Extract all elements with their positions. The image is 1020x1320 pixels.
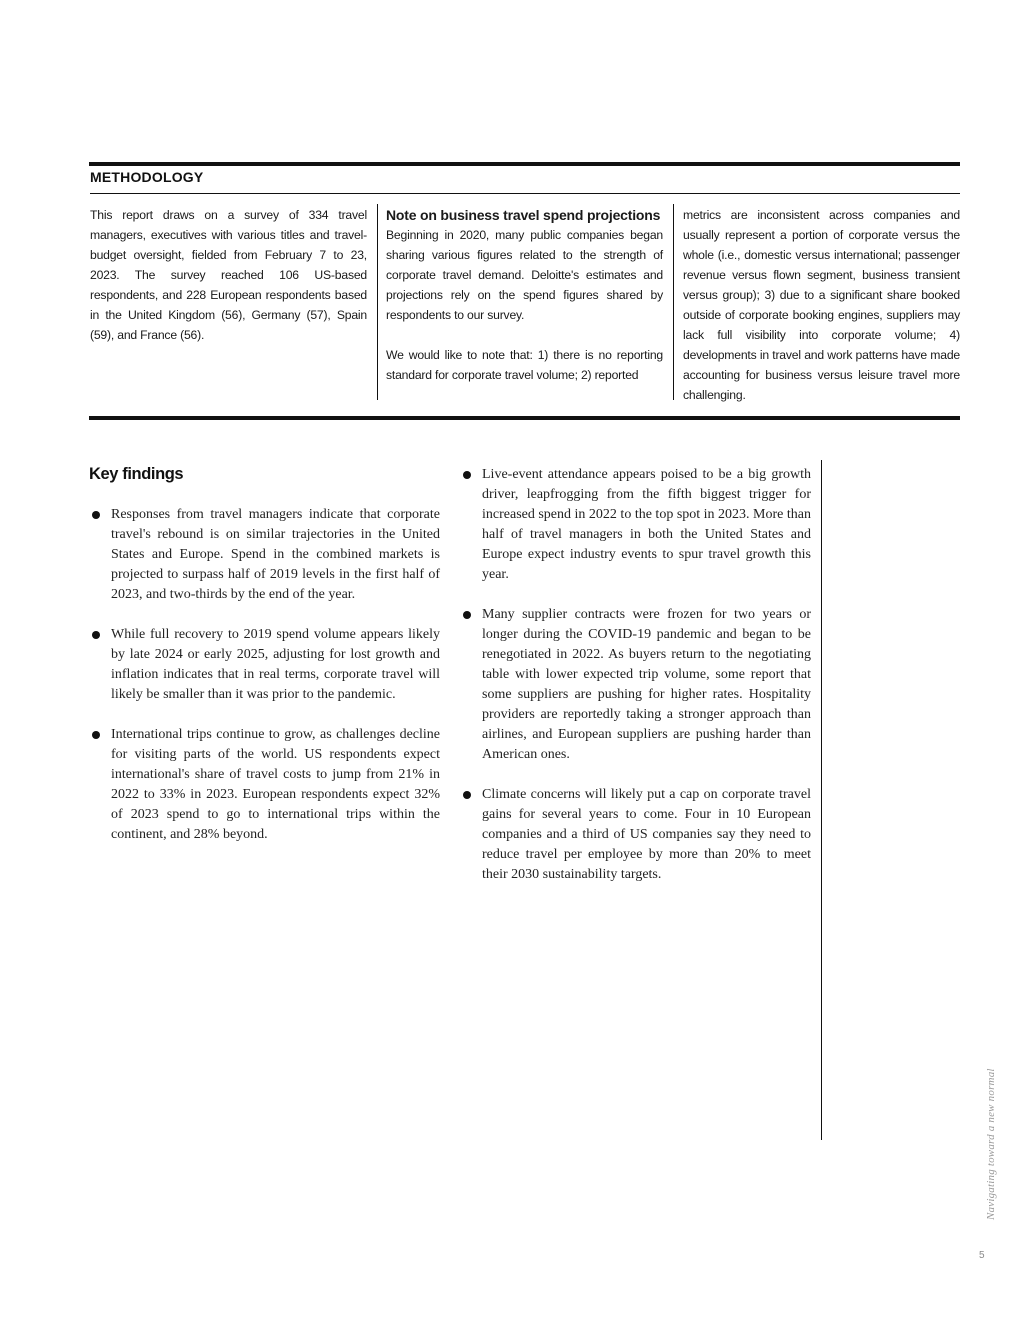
right-column-rule: [821, 460, 822, 1140]
list-item: [89, 625, 440, 705]
list-item: [460, 605, 811, 765]
finding-text: Many supplier contracts were frozen for two years or longer during the COVID-19 pandemic and began to be renegotiated in 2022. As buyers return to the negotiating table with lower expected trip volume, some report that some suppliers are pushing for higher rates. Hospitality providers are reportedly taking a stronger approach than airlines, and European suppliers are pushing harder than American ones.: [482, 607, 811, 762]
note-paragraph-1: Beginning in 2020, many public companies began sharing various figures related to the strength of corporate travel demand. Deloitte's estimates and projections rely on the spend figures shared by respondents to our survey.: [386, 228, 663, 322]
methodology-column-survey: [90, 205, 367, 345]
bullet-icon: [463, 791, 471, 799]
list-item: [460, 785, 811, 885]
key-findings-list-left: [89, 505, 440, 845]
note-paragraph-3: metrics are inconsistent across companies and usually represent a portion of corporate versus the whole (i.e., domestic versus international; passenger revenue versus flown segment, business transient versus group); 3) due to a significant share booked outside of corporate booking engines, suppliers may lack full visibility into corporate volume; 4) developments in travel and work patterns have made accounting for business versus leisure travel more challenging.: [683, 208, 960, 402]
finding-text: Responses from travel managers indicate that corporate travel's rebound is on similar trajectories in the United States and Europe. Spend in the combined markets is projected to surpass half of 2019 levels in the first half of 2023, and two-thirds by the end of the year.: [111, 507, 440, 602]
methodology-column-note: [386, 205, 663, 385]
list-item: [89, 725, 440, 845]
note-heading: Note on business travel spend projections: [386, 207, 661, 223]
bullet-icon: [463, 611, 471, 619]
methodology-bottom-rule: [89, 416, 960, 420]
key-findings-left-column: [89, 505, 440, 865]
finding-text: International trips continue to grow, as challenges decline for visiting parts of the world. US respondents expect international's share of travel costs to jump from 21% in 2022 to 33% in 2023. European respondents expect 32% of 2023 spend to go to international trips within the continent, and 28% beyond.: [111, 727, 440, 842]
note-paragraph-2: We would like to note that: 1) there is no reporting standard for corporate travel volume; 2) reported: [386, 348, 663, 382]
finding-text: While full recovery to 2019 spend volume appears likely by late 2024 or early 2025, adjusting for lost growth and inflation indicates that in real terms, corporate travel will likely be smaller than it was prior to the pandemic.: [111, 627, 440, 702]
running-title: Navigating toward a new normal: [985, 1068, 997, 1220]
finding-text: Climate concerns will likely put a cap on corporate travel gains for several years to come. Four in 10 European companies and a third of US companies say they need to reduce travel per employee by more than 20% to meet their 2030 sustainability targets.: [482, 787, 811, 882]
key-findings-right-column: [460, 465, 811, 905]
bullet-icon: [92, 511, 100, 519]
bullet-icon: [463, 471, 471, 479]
methodology-survey-text: This report draws on a survey of 334 travel managers, executives with various titles and travel-budget oversight, fielded from February 7 to 23, 2023. The survey reached 106 US-based respondents, and 228 European respondents based in the United Kingdom (56), Germany (57), Spain (59), and France (56).: [90, 208, 367, 342]
list-item: [460, 465, 811, 585]
key-findings-list-right: [460, 465, 811, 885]
column-divider: [377, 204, 378, 400]
key-findings-heading: Key findings: [89, 465, 184, 483]
list-item: [89, 505, 440, 605]
bullet-icon: [92, 631, 100, 639]
finding-text: Live-event attendance appears poised to be a big growth driver, leapfrogging from the fifth biggest trigger for increased spend in 2022 to the top spot in 2023. More than half of travel managers in both the United States and Europe expect industry events to spur travel growth this year.: [482, 467, 811, 582]
bullet-icon: [92, 731, 100, 739]
methodology-top-rule: [89, 162, 960, 166]
page-number: 5: [979, 1250, 985, 1261]
methodology-heading: METHODOLOGY: [90, 168, 960, 194]
methodology-column-note-continued: [683, 205, 960, 405]
column-divider: [673, 204, 674, 400]
